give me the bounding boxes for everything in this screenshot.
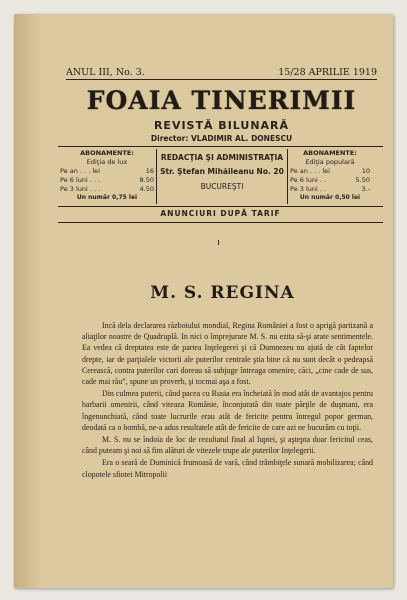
subscription-row <box>290 185 370 193</box>
print-mark <box>218 240 219 245</box>
redaction-title: REDACŢIA ŞI ADMINISTRAŢIA <box>160 153 284 162</box>
article-headline: M. S. REGINA <box>150 283 295 303</box>
column-divider <box>287 149 288 204</box>
issue-number: ANUL III, No. 3. <box>66 67 145 78</box>
article-paragraph: Era o seară de Duminică frumoasă de vară, când trâmbiţele sunară mobilizarea; când clopotele sfintei Mitropolii <box>82 458 373 479</box>
subscription-term: Pe 6 luni . . . <box>60 176 101 184</box>
article-paragraph: Din culmea puterii, când pacea cu Rusia era încheiată în mod atât de avantajos pentru barbarii omenirii, când viteaza Românie, înconjurată din toate părţile de duşmani, era îngenunchiată, când toate lucrurile erau atât de fericite pentru întregul popor german, deodată ca o bombă, ne-a adus resultatele atât de fericite de care azi ne bucurăm cu toţii. <box>82 389 373 432</box>
divider-rule <box>58 222 383 223</box>
issue-date: 15/28 APRILIE 1919 <box>278 67 377 78</box>
subscription-price: 3.- <box>361 185 370 193</box>
article-body <box>82 320 373 480</box>
subscription-row <box>290 167 370 175</box>
subscription-term: Pe an . . . lei <box>60 167 100 175</box>
subscriptions-heading: ABONAMENTE: <box>303 149 357 157</box>
divider-rule <box>58 146 383 147</box>
column-divider <box>156 149 157 204</box>
redaction-city: BUCUREŞTI <box>200 182 244 191</box>
subscription-price: 5.50 <box>355 176 370 184</box>
redaction-box <box>160 153 284 191</box>
article-paragraph: Incă dela declararea războiului mondial, Regina României a fost o aprigă partizană a aliaţilor noastre de Quadruplă. In nici o împrejurare M. S. nu ezita să-şi arate sentimentele. Ea vedea că dreptatea este de partea Inţelegerei şi că Dumnezeu nu ajută de cât faptelor drepte, iar de parţialele victorii ale puterilor centrale ştia bine că nu sunt decât o pedeapsă Cerească, contra puterilor cari doreau să subjuge întreaga omenire, căci, „cine cade de sus, cade mai rău”, spune un proverb, şi tocmai aşa a fost. <box>82 321 373 387</box>
single-issue-price: Un număr 0,50 lei <box>299 194 361 201</box>
ads-notice: ANUNCIURI DUPĂ TARIF <box>160 209 281 218</box>
subscription-term: Pe an . . . lei <box>290 167 330 175</box>
subscription-row <box>290 176 370 184</box>
masthead-director: Director: VLADIMIR AL. DONESCU <box>150 134 293 143</box>
subscription-row <box>60 185 154 193</box>
subscriptions-luxury <box>60 149 154 201</box>
subscriptions-popular <box>290 149 370 201</box>
single-issue-price: Un număr 0,75 lei <box>76 194 138 201</box>
subscription-row <box>60 176 154 184</box>
subscription-term: Pe 3 luni . . . <box>60 185 101 193</box>
subscription-price: 4.50 <box>139 185 154 193</box>
subscription-row <box>60 167 154 175</box>
subscription-price: 16 <box>145 167 154 175</box>
divider-rule <box>58 206 383 207</box>
masthead-title: FOAIA TINERIMII <box>86 86 357 115</box>
redaction-address: Str. Ştefan Mihăileanu No. 20 <box>160 167 284 176</box>
subscription-price: 10 <box>361 167 370 175</box>
subscriptions-edition: Ediţia populară <box>305 158 355 166</box>
page-edge-shading <box>14 14 42 588</box>
subscription-term: Pe 3 luni . . <box>290 185 327 193</box>
article-paragraph: M. S. nu se îndoia de loc de rezultatul final al luptei, şi aştepta doar fericitul ceas, când puteam şi noi să fim alături de vitezele trupe ale puterilor Inţelegerii. <box>82 435 373 456</box>
masthead-subtitle: REVISTĂ BILUNARĂ <box>153 119 290 132</box>
subscription-price: 8.50 <box>139 176 154 184</box>
issue-header <box>66 63 377 80</box>
subscription-term: Pe 6 luni . . <box>290 176 327 184</box>
subscriptions-edition: Ediţia de lux <box>86 158 128 166</box>
subscriptions-heading: ABONAMENTE: <box>80 149 134 157</box>
